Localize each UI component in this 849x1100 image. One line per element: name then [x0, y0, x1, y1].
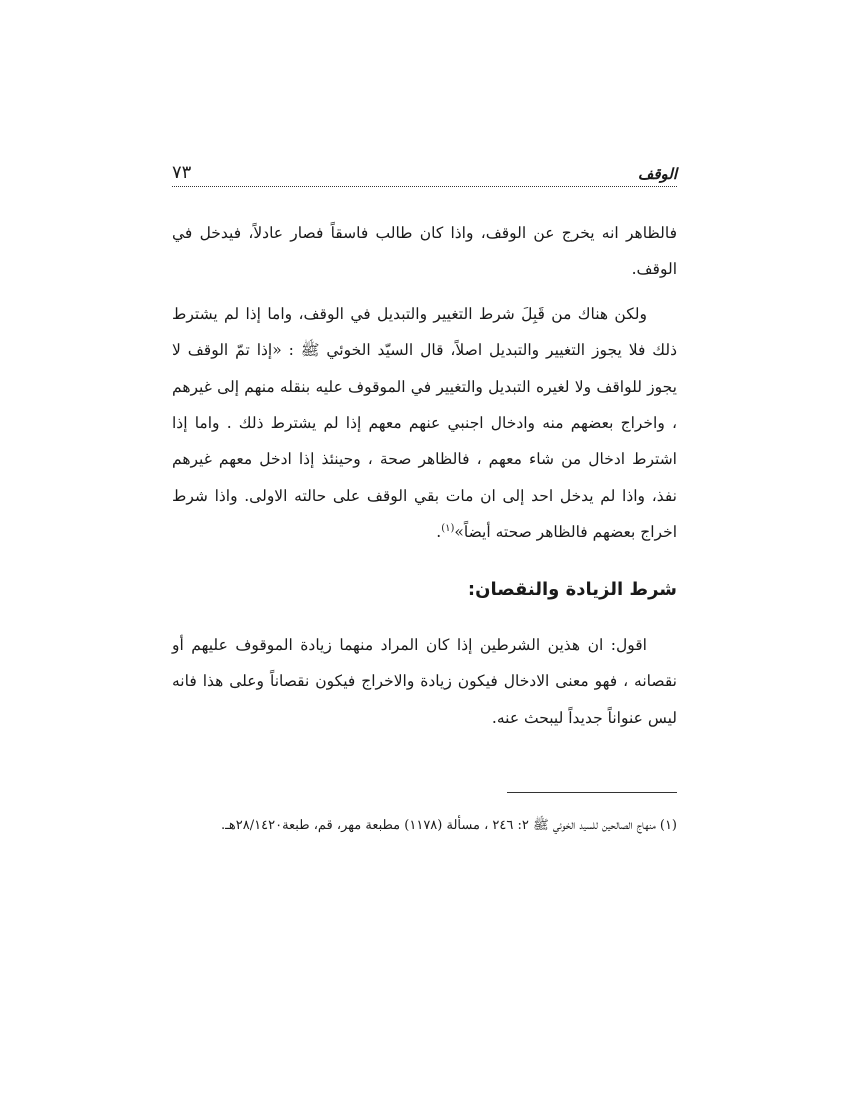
- footnote-divider: [507, 792, 677, 793]
- section-text: [172, 627, 677, 736]
- page-number: ٧٣: [172, 162, 192, 183]
- paragraph-end: .: [436, 523, 442, 542]
- footnote: [172, 812, 677, 840]
- main-text: [172, 215, 677, 551]
- paragraph-2: [172, 296, 677, 551]
- footnote-reference[interactable]: (١): [441, 523, 455, 535]
- paragraph-1: فالظاهر انه يخرج عن الوقف، واذا كان طالب فاسقاً فصار عادلاً، فيدخل في الوقف.: [172, 224, 677, 279]
- paragraph-3: اقول: ان هذين الشرطين إذا كان المراد منهما زيادة الموقوف عليهم أو نقصانه ، فهو معنى الادخال فيكون زيادة والاخراج فيكون نقصاناً وعلى هذا فانه ليس عنواناً جديداً ليبحث عنه.: [172, 636, 677, 727]
- footnote-text: (١) منهاج الصالحين للسيد الخوئي ﷺ ٢: ٢٤٦ ، مسألة (١١٧٨) مطبعة مهر، قم، طبعة٢٨/١٤٢٠هـ.: [220, 818, 677, 833]
- section-heading: شرط الزيادة والنقصان:: [467, 579, 677, 600]
- page-header: [172, 150, 677, 187]
- running-title: الوقف: [637, 165, 677, 183]
- quote-text: ولكن هناك من قَبِلَ شرط التغيير والتبديل في الوقف، واما إذا لم يشترط ذلك فلا يجوز التغيير والتبديل اصلاً، قال السيّد الخوئي ﷺ : «إذا تمّ الوقف لا يجوز للواقف ولا لغيره التبديل والتغيير في الموقوف عليه بنقله منهم إلى غيرهم ، واخراج بعضهم منه وادخال اجنبي عنهم معهم إذا لم يشترط ذلك . واما إذا اشترط ادخال من شاء معهم ، فالظاهر صحة ، وحينئذ إذا ادخل معهم غيرهم نفذ، واذا لم يدخل احد إلى ان مات بقي الوقف على حالته الاولى. واذا شرط اخراج بعضهم فالظاهر صحته أيضاً»: [172, 304, 677, 542]
